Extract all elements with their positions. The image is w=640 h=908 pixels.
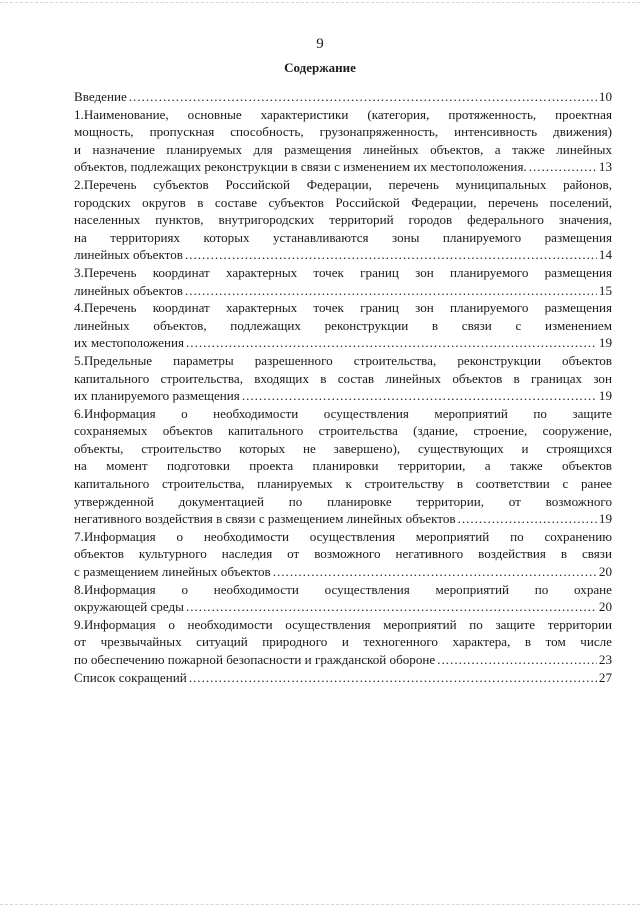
dot-leader <box>186 598 597 616</box>
toc-entry[interactable] <box>74 88 612 106</box>
toc-entry-last-line <box>74 282 612 300</box>
dot-leader <box>437 651 597 669</box>
toc-entry[interactable] <box>74 616 612 669</box>
dot-leader <box>273 563 597 581</box>
dot-leader <box>529 158 597 176</box>
toc-entry-text: Введение <box>74 89 127 104</box>
dot-leader <box>186 334 597 352</box>
dot-leader <box>458 510 597 528</box>
toc-entry-text: окружающей среды <box>74 599 184 615</box>
toc-entry-line: капитального строительства, планируемых к строительству в соответствии с ранее <box>74 476 612 492</box>
toc-entry-line: сохраняемых объектов капитального строительства (здание, строение, сооружение, <box>74 423 612 439</box>
toc-entry-line: 4.Перечень координат характерных точек границ зон планируемого размещения <box>74 300 612 316</box>
dot-leader <box>129 88 597 106</box>
toc-entry[interactable] <box>74 176 612 264</box>
toc-entry-line: линейных объектов, подлежащих реконструкции в связи с изменением <box>74 317 612 333</box>
toc-page-number: 20 <box>598 564 612 580</box>
toc-entry[interactable] <box>74 581 612 616</box>
toc-entry-last-line <box>74 334 612 352</box>
toc-entry-line: городских округов в составе субъектов Российской Федерации, перечень поселений, <box>74 194 612 210</box>
toc-entry[interactable] <box>74 405 612 528</box>
toc-entry-line: 2.Перечень субъектов Российской Федерации, перечень муниципальных районов, <box>74 176 612 192</box>
table-of-contents <box>74 88 612 686</box>
toc-entry-line: на территориях которых устанавливаются зоны планируемого размещения <box>74 229 612 245</box>
toc-entry-text: их планируемого размещения <box>74 388 240 404</box>
toc-entry-last-line <box>74 669 612 687</box>
toc-entry-line: 7.Информация о необходимости осуществления мероприятий по сохранению <box>74 528 612 544</box>
toc-entry-last-line <box>74 651 612 669</box>
toc-entry-last-line <box>74 563 612 581</box>
scan-edge-top <box>0 2 640 3</box>
toc-entry-line: объекты, строительство которых не завершено), существующих и строящихся <box>74 440 612 456</box>
toc-entry[interactable] <box>74 299 612 352</box>
toc-title: Содержание <box>284 60 356 75</box>
toc-entry-last-line <box>74 246 612 264</box>
page-number: 9 <box>316 36 324 52</box>
toc-page-number: 14 <box>598 247 612 263</box>
dot-leader <box>185 282 597 300</box>
toc-entry-last-line <box>74 88 612 106</box>
toc-entry-text: линейных объектов <box>74 282 183 298</box>
toc-entry-line: 3.Перечень координат характерных точек границ зон планируемого размещения <box>74 264 612 280</box>
toc-page-number: 23 <box>598 652 612 667</box>
toc-entry-last-line <box>74 598 612 616</box>
toc-entry-line: на момент подготовки проекта планировки территории, а также объектов <box>74 458 612 474</box>
toc-entry-line: населенных пунктов, внутригородских территорий городов федерального значения, <box>74 212 612 228</box>
toc-entry-line: 9.Информация о необходимости осуществления мероприятий по защите территории <box>74 616 612 632</box>
dot-leader <box>242 387 597 405</box>
toc-entry-line: и назначение планируемых для размещения линейных объектов, а также линейных <box>74 141 612 157</box>
toc-entry-line: 6.Информация о необходимости осуществления мероприятий по защите <box>74 405 612 421</box>
toc-entry-text: их местоположения <box>74 335 185 351</box>
toc-entry-text: объектов, подлежащих реконструкции в связи с изменением их местоположения. <box>74 159 527 175</box>
toc-entry-text: Список сокращений <box>74 669 187 685</box>
toc-entry-text: негативного воздействия в связи с размещением линейных объектов <box>74 511 456 527</box>
toc-page-number: 15 <box>598 282 612 298</box>
toc-entry[interactable] <box>74 669 612 687</box>
toc-page-number: 10 <box>598 89 612 104</box>
toc-entry[interactable] <box>74 106 612 176</box>
toc-entry-line: от чрезвычайных ситуаций природного и техногенного характера, в том числе <box>74 634 612 650</box>
toc-entry-last-line <box>74 510 612 528</box>
toc-entry[interactable] <box>74 352 612 405</box>
toc-entry[interactable] <box>74 264 612 299</box>
toc-entry-line: объектов культурного наследия от возможного негативного воздействия в связи <box>74 546 612 562</box>
toc-entry-line: капитального строительства, входящих в состав линейных объектов в границах зон <box>74 370 612 386</box>
toc-entry-line: 8.Информация о необходимости осуществления мероприятий по охране <box>74 581 612 597</box>
toc-entry[interactable] <box>74 528 612 581</box>
toc-page-number: 20 <box>598 599 612 615</box>
toc-page-number: 19 <box>598 335 612 351</box>
toc-entry-line: мощность, пропускная способность, грузонапряженность, интенсивность движения) <box>74 124 612 140</box>
toc-entry-line: 1.Наименование, основные характеристики (категория, протяженность, проектная <box>74 106 612 122</box>
toc-entry-last-line <box>74 158 612 176</box>
dot-leader <box>189 669 597 687</box>
toc-entry-text: линейных объектов <box>74 247 183 263</box>
toc-entry-text: с размещением линейных объектов <box>74 564 271 580</box>
toc-entry-line: утвержденной документацией по планировке территории, от возможного <box>74 493 612 509</box>
dot-leader <box>185 246 597 264</box>
toc-entry-last-line <box>74 387 612 405</box>
scan-edge-bottom <box>0 904 640 905</box>
toc-entry-text: по обеспечению пожарной безопасности и гражданской обороне <box>74 652 436 667</box>
toc-page-number: 19 <box>598 511 612 527</box>
toc-page-number: 13 <box>598 159 612 175</box>
toc-page-number: 19 <box>598 388 612 404</box>
toc-entry-line: 5.Предельные параметры разрешенного строительства, реконструкции объектов <box>74 352 612 368</box>
toc-page-number: 27 <box>598 669 612 685</box>
